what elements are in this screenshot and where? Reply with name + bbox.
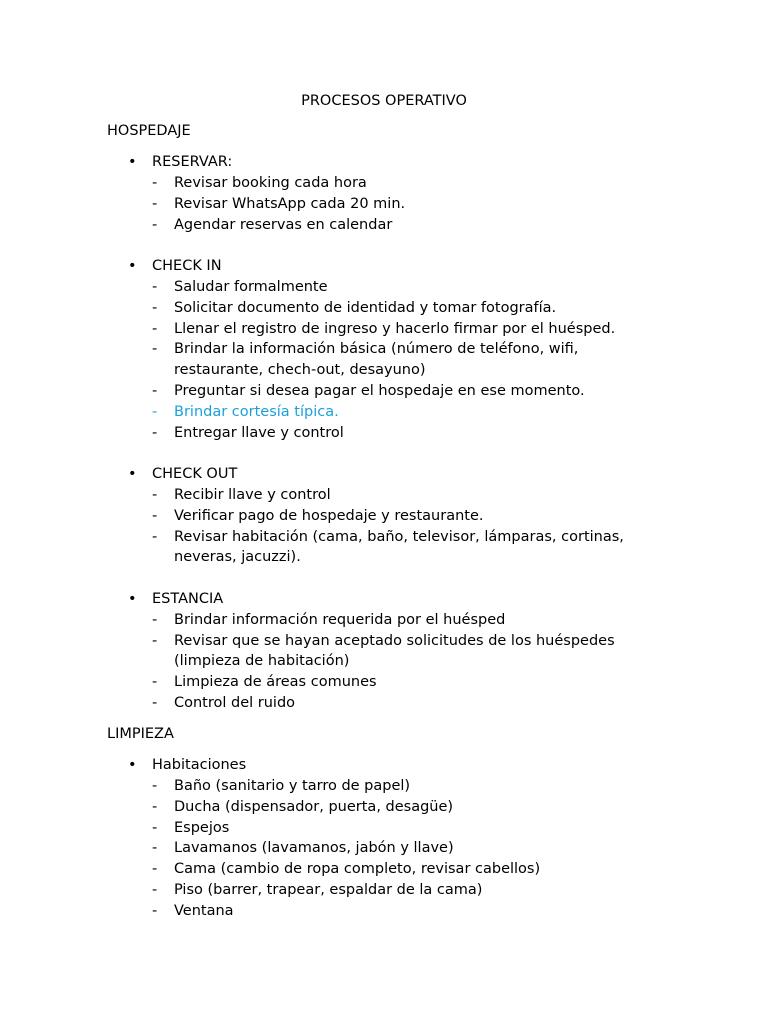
dash-marker: - xyxy=(152,611,158,628)
list-item xyxy=(107,194,667,215)
list-item-text: Brindar información requerida por el huésped xyxy=(174,611,506,628)
dash-marker: - xyxy=(152,216,158,233)
dash-marker: - xyxy=(152,424,158,441)
bullet-label: RESERVAR: xyxy=(152,154,233,171)
list-item xyxy=(107,277,667,298)
list-item-text: Revisar WhatsApp cada 20 min. xyxy=(174,195,406,212)
list-item-text: Cama (cambio de ropa completo, revisar cabellos) xyxy=(174,861,541,878)
bullet-item-check-in xyxy=(107,256,667,277)
list-item xyxy=(107,339,667,381)
dash-marker: - xyxy=(152,840,158,857)
dash-marker: - xyxy=(152,382,158,399)
list-item-text: Limpieza de áreas comunes xyxy=(174,674,377,691)
list-item xyxy=(107,672,667,693)
list-item-text: Saludar formalmente xyxy=(174,278,328,295)
dash-marker: - xyxy=(152,902,158,919)
dash-marker: - xyxy=(152,403,158,420)
list-item xyxy=(107,527,667,569)
bullet-item-reservar xyxy=(107,152,667,173)
dash-marker: - xyxy=(152,341,158,358)
dash-marker: - xyxy=(152,882,158,899)
list-item-text: Control del ruido xyxy=(174,694,296,711)
list-item-text: Agendar reservas en calendar xyxy=(174,216,393,233)
bullet-label: ESTANCIA xyxy=(152,590,224,607)
dash-marker: - xyxy=(152,861,158,878)
dash-marker: - xyxy=(152,320,158,337)
bullet-item-estancia xyxy=(107,589,667,610)
bullet-marker: • xyxy=(128,154,137,171)
list-item-text: Brindar la información básica (número de teléfono, wifi, restaurante, chech-out, desayuno) xyxy=(174,341,579,379)
list-item xyxy=(107,859,667,880)
list-item-text: Preguntar si desea pagar el hospedaje en ese momento. xyxy=(174,382,585,399)
list-item xyxy=(107,838,667,859)
list-item xyxy=(107,797,667,818)
list-item-text: Ducha (dispensador, puerta, desagüe) xyxy=(174,798,454,815)
dash-marker: - xyxy=(152,798,158,815)
list-item xyxy=(107,506,667,527)
list-item xyxy=(107,901,667,922)
list-item xyxy=(107,818,667,839)
bullet-label: CHECK OUT xyxy=(152,466,238,483)
dash-marker: - xyxy=(152,819,158,836)
list-item xyxy=(107,693,667,714)
bullet-item-check-out xyxy=(107,464,667,485)
list-item-text: Revisar habitación (cama, baño, televisor, lámparas, cortinas, neveras, jacuzzi). xyxy=(174,528,624,566)
list-item-text: Baño (sanitario y tarro de papel) xyxy=(174,778,411,795)
list-item-text: Revisar que se hayan aceptado solicitudes de los huéspedes (limpieza de habitación) xyxy=(174,632,615,670)
list-item xyxy=(107,319,667,340)
bullet-marker: • xyxy=(128,258,137,275)
list-item xyxy=(107,880,667,901)
list-item xyxy=(107,610,667,631)
section-heading-hospedaje: HOSPEDAJE xyxy=(107,123,191,139)
list-item xyxy=(107,776,667,797)
list-item-text: Llenar el registro de ingreso y hacerlo firmar por el huésped. xyxy=(174,320,616,337)
dash-marker: - xyxy=(152,778,158,795)
bullet-label: Habitaciones xyxy=(152,757,247,774)
document-title: PROCESOS OPERATIVO xyxy=(301,93,467,109)
bullet-item-habitaciones xyxy=(107,755,667,776)
dash-marker: - xyxy=(152,632,158,649)
section-heading-limpieza: LIMPIEZA xyxy=(107,726,174,743)
document-content xyxy=(107,121,667,922)
dash-marker: - xyxy=(152,694,158,711)
dash-marker: - xyxy=(152,528,158,545)
dash-marker: - xyxy=(152,278,158,295)
list-item-text: Espejos xyxy=(174,819,230,836)
bullet-marker: • xyxy=(128,757,137,774)
list-item-text: Lavamanos (lavamanos, jabón y llave) xyxy=(174,840,454,857)
dash-marker: - xyxy=(152,174,158,191)
dash-marker: - xyxy=(152,299,158,316)
list-item xyxy=(107,631,667,673)
list-item xyxy=(107,298,667,319)
list-item-text: Ventana xyxy=(174,902,234,919)
list-item xyxy=(107,173,667,194)
list-item xyxy=(107,423,667,444)
list-item-text: Recibir llave y control xyxy=(174,486,331,503)
dash-marker: - xyxy=(152,674,158,691)
list-item xyxy=(107,215,667,236)
dash-marker: - xyxy=(152,486,158,503)
bullet-marker: • xyxy=(128,466,137,483)
list-item-text: Verificar pago de hospedaje y restaurante. xyxy=(174,507,484,524)
dash-marker: - xyxy=(152,195,158,212)
list-item-text: Piso (barrer, trapear, espaldar de la cama) xyxy=(174,882,483,899)
list-item-highlighted xyxy=(107,402,667,423)
dash-marker: - xyxy=(152,507,158,524)
list-item-text: Entregar llave y control xyxy=(174,424,344,441)
list-item xyxy=(107,381,667,402)
bullet-marker: • xyxy=(128,590,137,607)
list-item-text: Solicitar documento de identidad y tomar fotografía. xyxy=(174,299,557,316)
list-item-text: Revisar booking cada hora xyxy=(174,174,367,191)
list-item xyxy=(107,485,667,506)
list-item-text: Brindar cortesía típica. xyxy=(174,403,339,420)
bullet-label: CHECK IN xyxy=(152,258,222,275)
